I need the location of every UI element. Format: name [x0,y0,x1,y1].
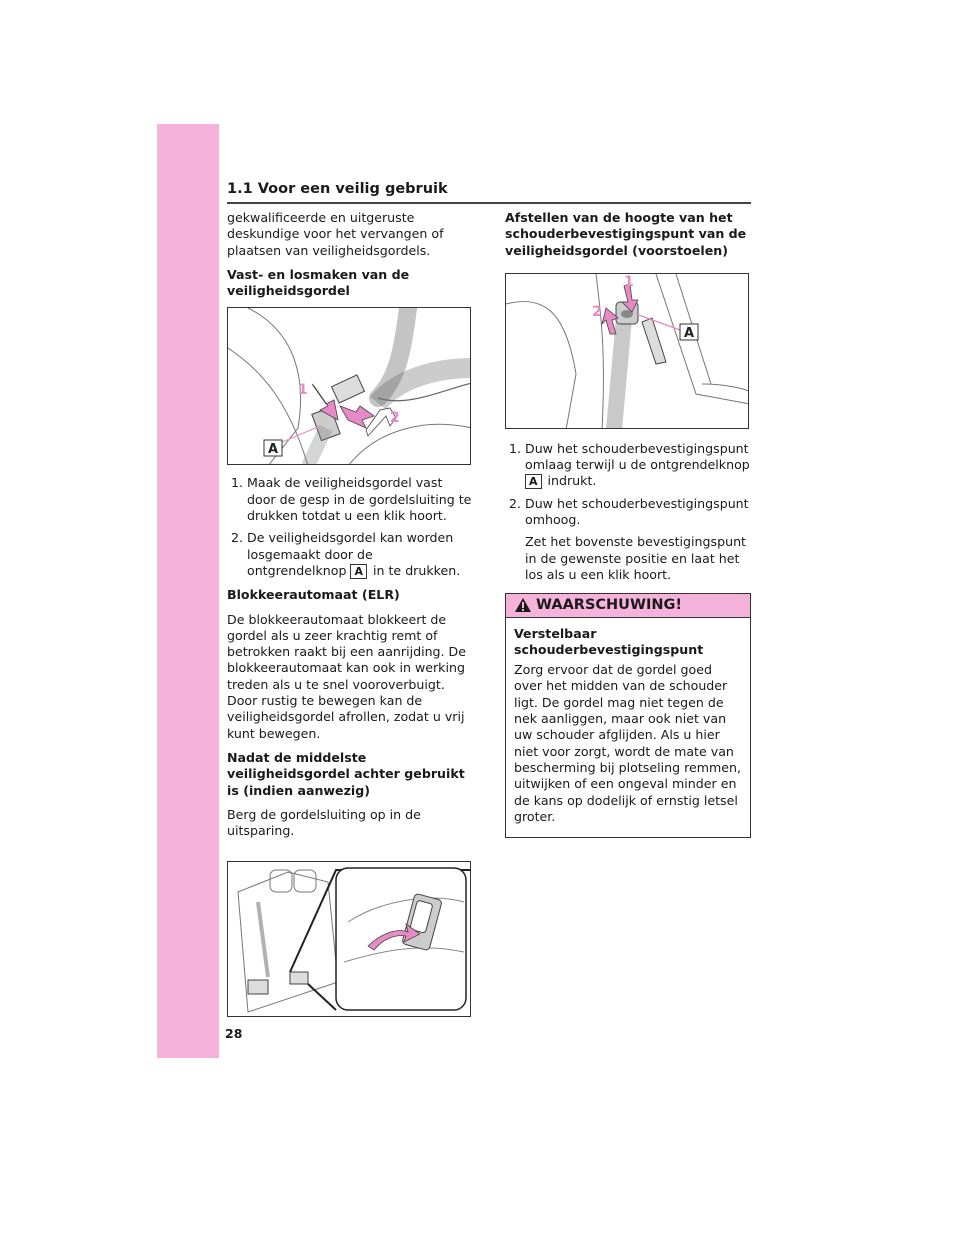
list-item [227,530,473,579]
illustration-buckle [227,307,471,465]
heading-shoulder-height: Afstellen van de hoogte van het schouderbevestigingspunt van de veiligheidsgordel (voorstoelen) [505,210,747,258]
heading-fasten: Vast- en losmaken van de veiligheidsgordel [227,266,410,299]
illustration-shoulder-anchor [505,273,749,429]
step-text [525,496,751,583]
warning-triangle-icon [514,597,532,613]
step-text-post: in te drukken. [373,562,461,578]
intro-paragraph: gekwalificeerde en uitgeruste deskundige voor het vervangen of plaatsen van veiligheidsgordels. [227,210,444,258]
left-column [227,210,473,1017]
fig2-label-1: 1 [624,273,634,290]
stow-paragraph: Berg de gordelsluiting op in de uitsparing. [227,806,421,839]
right-column [505,210,751,838]
step-text-main: Duw het schouderbevestigingspunt omhoog. [525,495,749,528]
warning-subtitle: Verstelbaar schouderbevestigingspunt [514,625,704,657]
fig2-label-a: A [683,325,695,341]
list-item [505,496,751,583]
fasten-steps [227,475,473,579]
fig1-label-2: 2 [390,410,400,427]
warning-box [505,593,751,838]
section-header [227,180,751,204]
heading-elr: Blokkeerautomaat (ELR) [227,587,400,603]
arrow-2-icon [340,406,374,428]
button-key-a: A [350,564,367,579]
warning-body [506,618,750,838]
step-text [525,441,751,490]
section-title: 1.1 Voor een veilig gebruik [227,181,448,197]
list-item [227,475,473,524]
step-number: 1. [230,475,243,491]
step-text-pre: Duw het schouderbevestigingspunt omlaag terwijl u de ontgrendelknop [525,440,750,473]
step-text-extra: Zet het bovenste bevestigingspunt in de gewenste positie en laat het los als u een klik hoort. [525,534,746,582]
fig1-label-a: A [267,442,279,458]
step-text-pre: De veiligheidsgordel kan worden losgemaakt door de ontgrendelknop [247,530,454,578]
list-item [505,441,751,490]
shoulder-steps [505,441,751,583]
warning-title: WAARSCHUWING! [536,597,682,614]
step-number: 2. [230,530,243,546]
elr-paragraph: De blokkeerautomaat blokkeert de gordel als u zeer krachtig remt of betrokken raakt bij een aanrijding. De blokkeerautomaat kan ook in werking treden als u te snel vooroverbuigt. Door rustig te bewegen kan de veiligheidsgordel afrollen, zodat u vrij kunt bewegen. [227,611,466,741]
fig1-label-1: 1 [298,382,308,399]
fig2-label-2: 2 [592,303,602,320]
step-number: 2. [508,495,521,511]
button-key-a: A [525,474,542,489]
illustration-rear-seat [227,861,471,1017]
chapter-side-tab [157,124,219,1058]
warning-text: Zorg ervoor dat de gordel goed over het midden van de schouder ligt. De gordel mag niet tegen de nek aanliggen, maar ook niet van uw schouder afglijden. Als u hier niet voor zorgt, wordt de mate van bescherming bij plotseling remmen, uitwijken of een ongeval minder en de kans op dodelijk of ernstig letsel groter. [514,662,741,824]
step-number: 1. [508,440,521,456]
step-text: Maak de veiligheidsgordel vast door de gesp in de gordelsluiting te drukken totdat u een klik hoort. [247,475,472,524]
header-rule [227,202,751,204]
page-number: 28 [225,1026,243,1041]
heading-middle-belt: Nadat de middelste veiligheidsgordel achter gebruikt is (indien aanwezig) [227,749,465,798]
step-text [247,530,473,579]
step-text-post: indrukt. [547,473,597,489]
warning-header [506,594,750,617]
